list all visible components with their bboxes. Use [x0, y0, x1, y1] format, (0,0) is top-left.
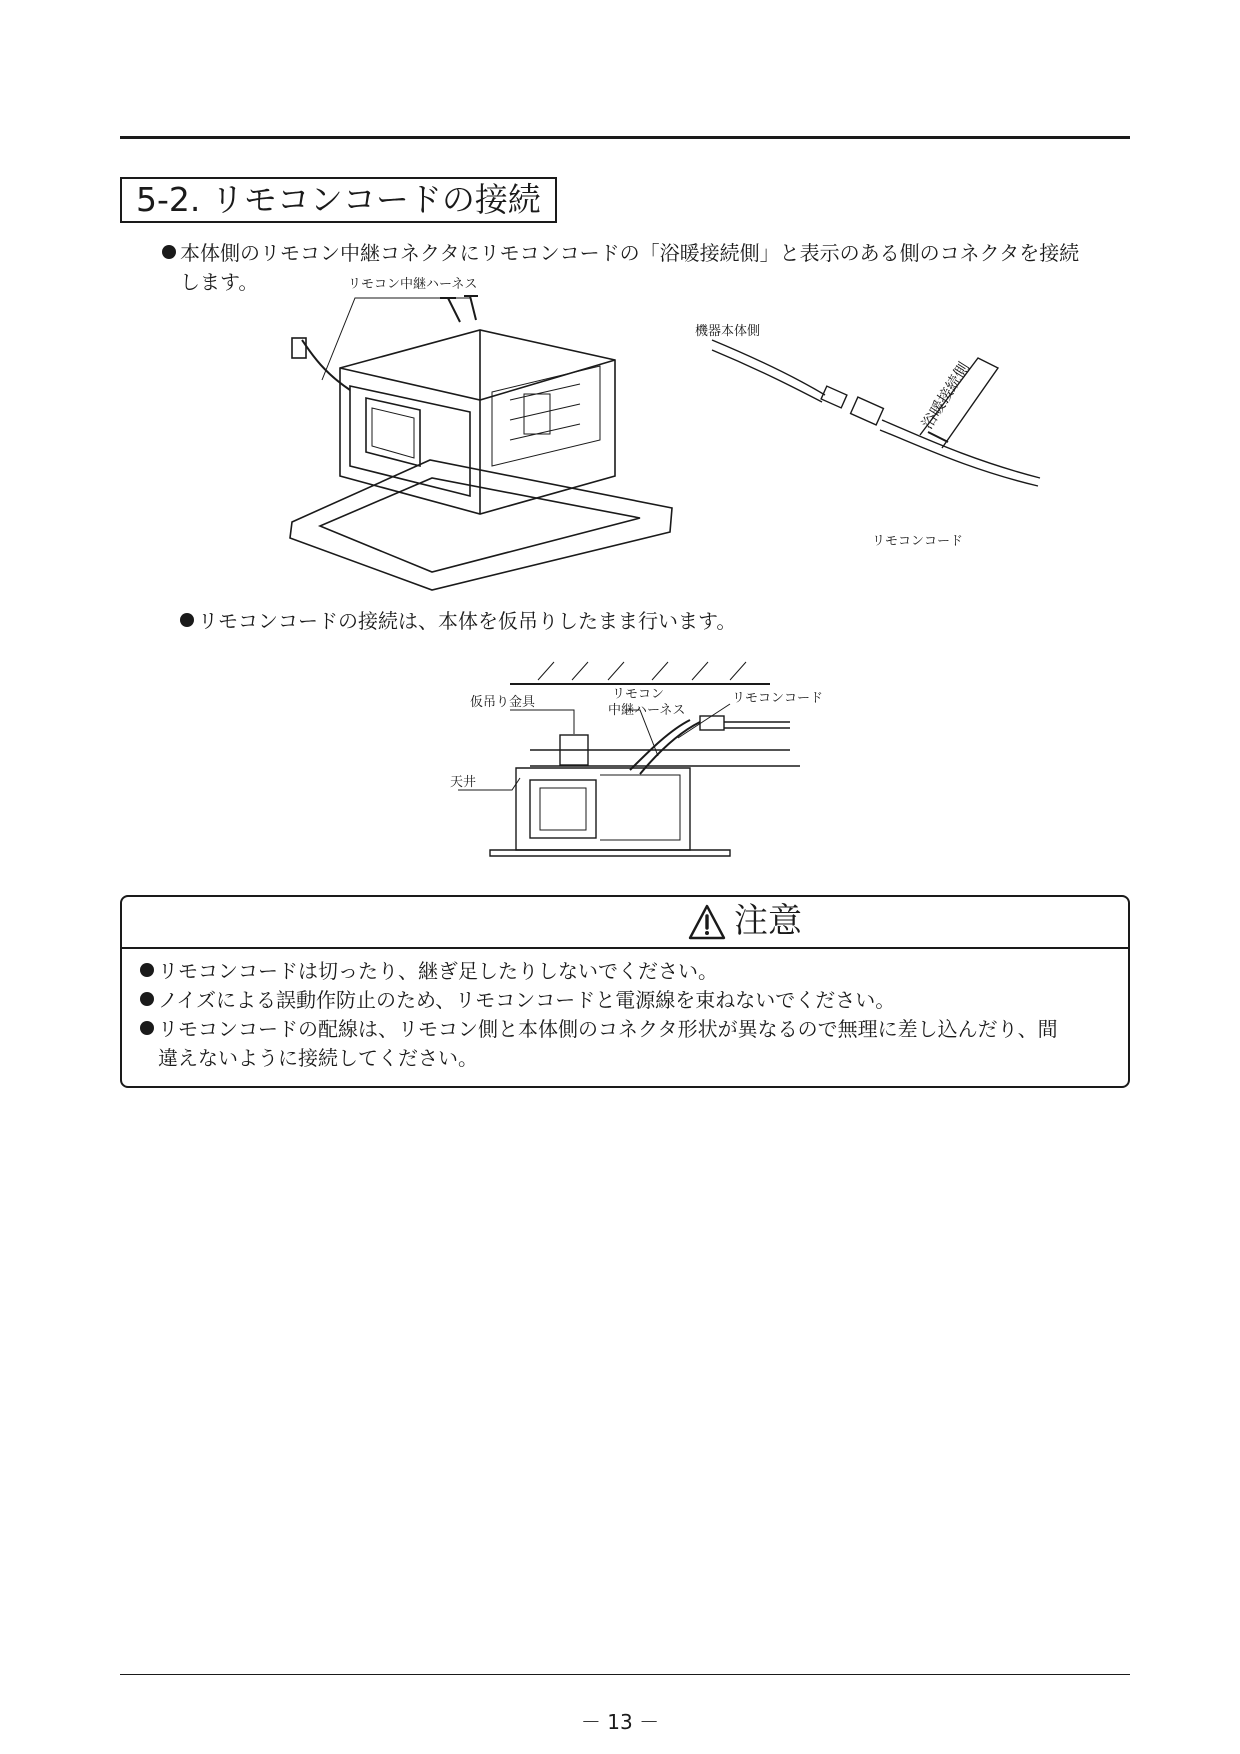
cord-label: リモコンコード	[872, 534, 964, 549]
bottom-rule	[120, 1674, 1130, 1675]
bullet-icon	[140, 963, 154, 977]
harness-label: リモコン中継ハーネス	[348, 277, 478, 292]
cord-tag-label: 浴暖接続側	[918, 358, 974, 433]
caution-item	[140, 985, 895, 1015]
caution-item-text: リモコンコードは切ったり、継ぎ足したりしないでください。	[158, 959, 718, 983]
cord-label: リモコンコード	[732, 691, 824, 706]
note-text: リモコンコードの接続は、本体を仮吊りしたまま行います。	[198, 609, 737, 633]
unit-fan-panel	[350, 386, 470, 496]
section-number: 5-2.	[136, 180, 201, 219]
suspended-unit-diagram	[430, 650, 850, 870]
intro-line-2: します。	[180, 270, 259, 294]
relay-harness	[302, 340, 350, 390]
bullet-icon	[140, 992, 154, 1006]
body-side-connector	[821, 386, 847, 408]
remote-cord	[712, 340, 1040, 486]
caution-item-text: リモコンコードの配線は、リモコン側と本体側のコネクタ形状が異なるので無理に差し込んだり、間	[158, 1017, 1058, 1041]
intro-line-1: 本体側のリモコン中継コネクタにリモコンコードの「浴暖接続側」と表示のある側のコネクタを接続	[180, 241, 1080, 265]
cord-connector	[700, 716, 724, 730]
bracket-label: 仮吊り金具	[470, 695, 536, 710]
note-paragraph	[180, 606, 736, 636]
bullet-icon	[180, 613, 194, 627]
caution-title: 注意	[734, 901, 802, 941]
cord-connector	[851, 397, 884, 425]
page-number: － 13 －	[580, 1710, 660, 1734]
harness-label-2: 中継ハーネス	[608, 703, 686, 718]
relay-harness	[630, 720, 690, 770]
ceiling-label: 天井	[450, 775, 477, 790]
top-rule	[120, 136, 1130, 139]
harness-label-1: リモコン	[612, 687, 665, 702]
connection-diagram	[280, 277, 1060, 600]
warning-triangle-icon	[687, 903, 727, 941]
caution-item-text: 違えないように接続してください。	[158, 1046, 478, 1070]
caution-item-text: ノイズによる誤動作防止のため、リモコンコードと電源線を束ねないでください。	[158, 988, 896, 1012]
caution-item	[140, 956, 718, 986]
ceiling	[530, 750, 800, 766]
caution-header	[122, 897, 1128, 949]
unit-flange	[490, 850, 730, 856]
intro-paragraph	[162, 238, 1079, 268]
bullet-icon	[140, 1021, 154, 1035]
caution-item-cont	[158, 1043, 478, 1073]
bullet-icon	[162, 245, 176, 259]
body-side-label: 機器本体側	[695, 324, 761, 339]
section-heading	[120, 177, 557, 223]
caution-item	[140, 1014, 1058, 1044]
intro-paragraph-cont	[180, 267, 258, 297]
section-title: リモコンコードの接続	[210, 180, 541, 219]
caution-box	[120, 895, 1130, 1088]
